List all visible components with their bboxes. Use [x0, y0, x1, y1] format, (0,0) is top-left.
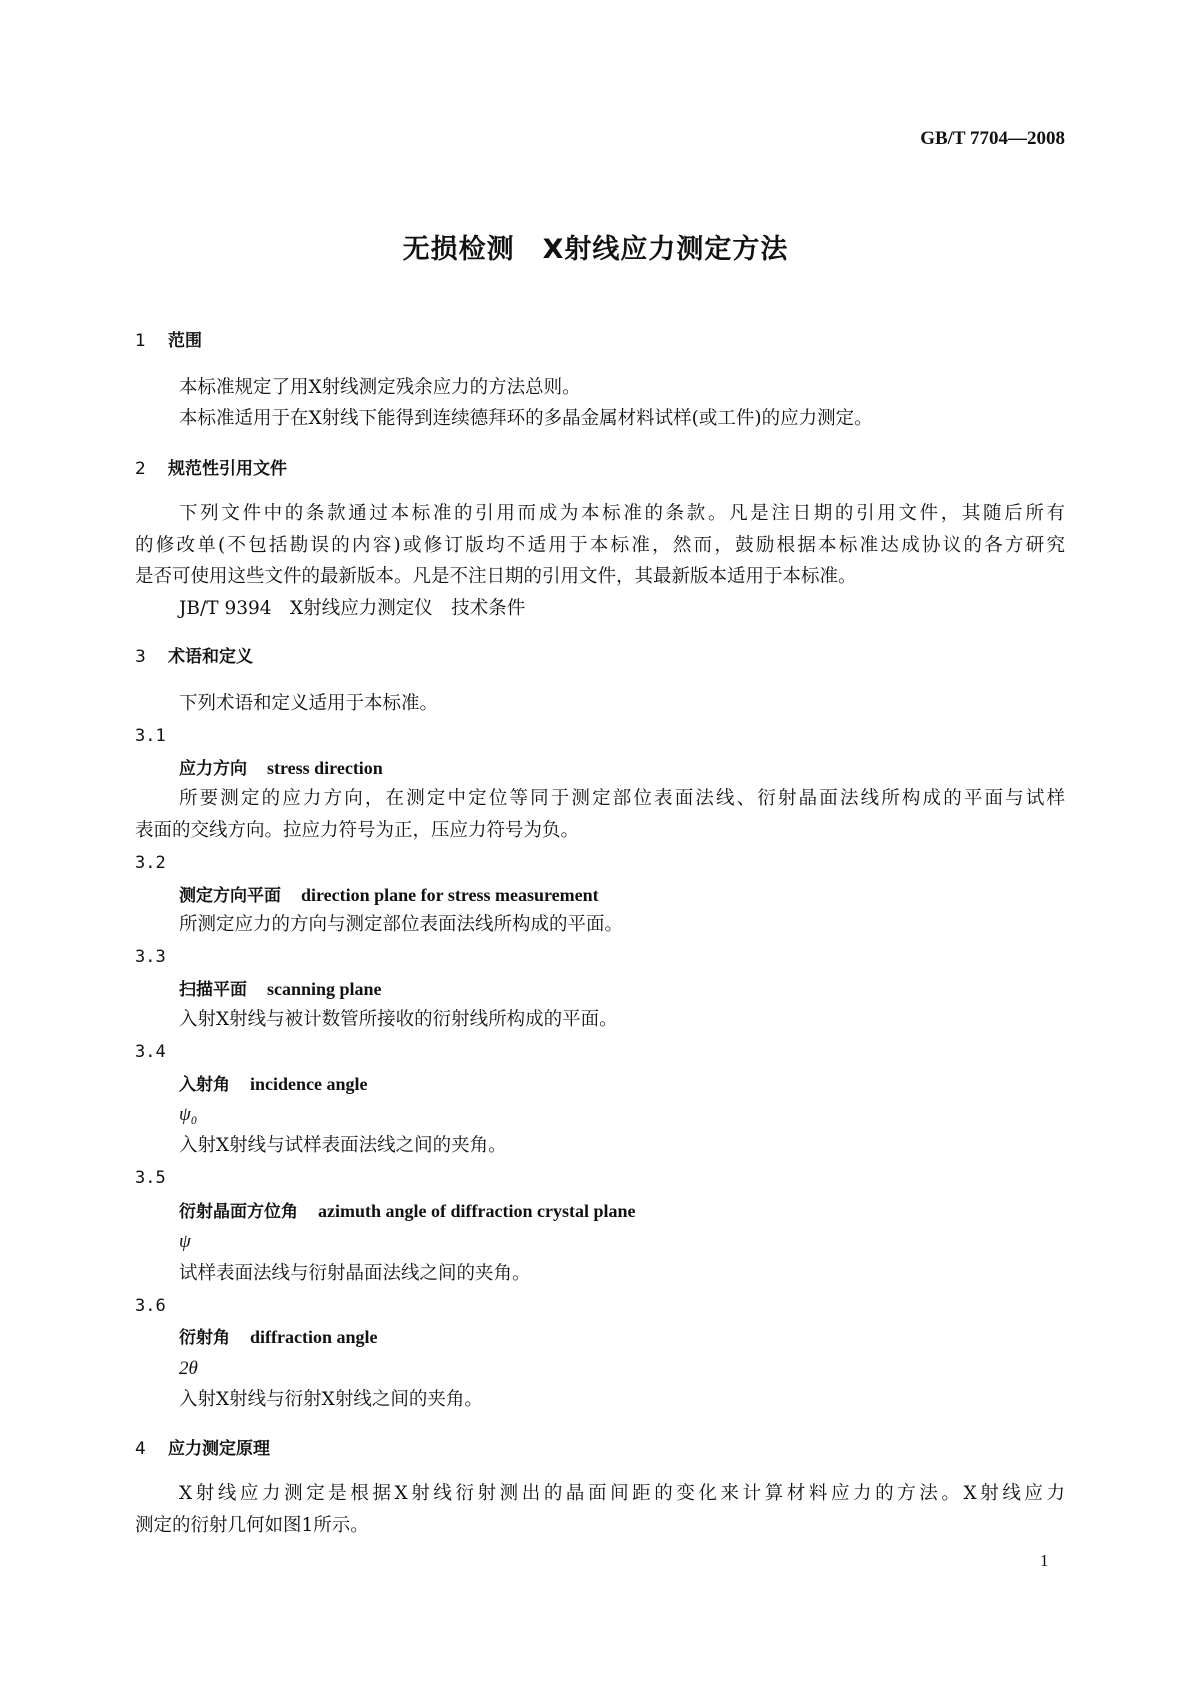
standard-number: GB/T 7704—2008 [920, 128, 1065, 149]
paragraph-line: 测定的衍射几何如图1所示。 [135, 1515, 369, 1536]
term-number: 3.6 [135, 1296, 166, 1316]
section-number: 4 [135, 1439, 146, 1459]
definition-line: 入射X射线与被计数管所接收的衍射线所构成的平面。 [179, 1009, 618, 1030]
section-4-heading [135, 1438, 270, 1460]
term-zh: 入射角 [179, 1075, 230, 1095]
term-zh: 衍射角 [179, 1328, 230, 1348]
page-title: 无损检测 X射线应力测定方法 [402, 234, 789, 265]
definition-line: 入射X射线与试样表面法线之间的夹角。 [179, 1135, 507, 1156]
term-number: 3.4 [135, 1042, 166, 1062]
term-heading [179, 1073, 368, 1096]
term-zh: 应力方向 [179, 759, 247, 779]
term-number: 3.3 [135, 947, 166, 967]
section-number: 2 [135, 459, 146, 479]
definition-line: 表面的交线方向。拉应力符号为正，压应力符号为负。 [135, 820, 580, 841]
term-heading [179, 757, 383, 780]
term-en: diffraction angle [250, 1327, 378, 1347]
paragraph-line: X射线应力测定是根据X射线衍射测出的晶面间距的变化来计算材料应力的方法。X射线应力 [179, 1483, 1065, 1504]
definition-line: 所要测定的应力方向，在测定中定位等同于测定部位表面法线、衍射晶面法线所构成的平面与试样 [179, 788, 1065, 809]
section-title: 术语和定义 [168, 647, 253, 667]
paragraph-line: 下列文件中的条款通过本标准的引用而成为本标准的条款。凡是注日期的引用文件，其随后所有 [179, 503, 1065, 524]
term-symbol: ψ₀ [179, 1104, 198, 1125]
page-number: 1 [1040, 1551, 1049, 1570]
term-en: stress direction [267, 758, 383, 778]
term-heading [179, 1200, 635, 1223]
term-number: 3.5 [135, 1168, 166, 1188]
term-heading [179, 978, 382, 1001]
section-number: 3 [135, 647, 146, 667]
term-number: 3.2 [135, 853, 166, 873]
section-title: 应力测定原理 [168, 1439, 270, 1459]
term-symbol: ψ [179, 1231, 191, 1252]
paragraph-line: 的修改单(不包括勘误的内容)或修订版均不适用于本标准，然而，鼓励根据本标准达成协议的各方研究 [135, 535, 1065, 556]
definition-line: 所测定应力的方向与测定部位表面法线所构成的平面。 [179, 914, 624, 935]
section-title: 范围 [168, 331, 202, 351]
term-en: incidence angle [250, 1074, 368, 1094]
paragraph-line: 下列术语和定义适用于本标准。 [179, 693, 439, 714]
paragraph-line: 本标准规定了用X射线测定残余应力的方法总则。 [179, 377, 581, 398]
section-2-heading [135, 458, 287, 480]
paragraph-line: 是否可使用这些文件的最新版本。凡是不注日期的引用文件，其最新版本适用于本标准。 [135, 566, 857, 587]
section-1-heading [135, 330, 202, 352]
term-heading [179, 884, 599, 907]
section-title: 规范性引用文件 [168, 459, 287, 479]
term-en: direction plane for stress measurement [301, 885, 599, 905]
term-en: scanning plane [267, 979, 382, 999]
paragraph-line: 本标准适用于在X射线下能得到连续德拜环的多晶金属材料试样(或工件)的应力测定。 [179, 408, 873, 429]
term-number: 3.1 [135, 726, 166, 746]
section-number: 1 [135, 331, 146, 351]
reference-item: JB/T 9394 X射线应力测定仪 技术条件 [179, 598, 526, 619]
term-zh: 衍射晶面方位角 [179, 1202, 298, 1222]
term-zh: 测定方向平面 [179, 886, 281, 906]
term-heading [179, 1326, 378, 1349]
definition-line: 入射X射线与衍射X射线之间的夹角。 [179, 1389, 483, 1410]
term-en: azimuth angle of diffraction crystal plane [318, 1201, 636, 1221]
term-symbol: 2θ [179, 1358, 198, 1379]
definition-line: 试样表面法线与衍射晶面法线之间的夹角。 [179, 1263, 531, 1284]
term-zh: 扫描平面 [179, 980, 247, 1000]
section-3-heading [135, 646, 253, 668]
